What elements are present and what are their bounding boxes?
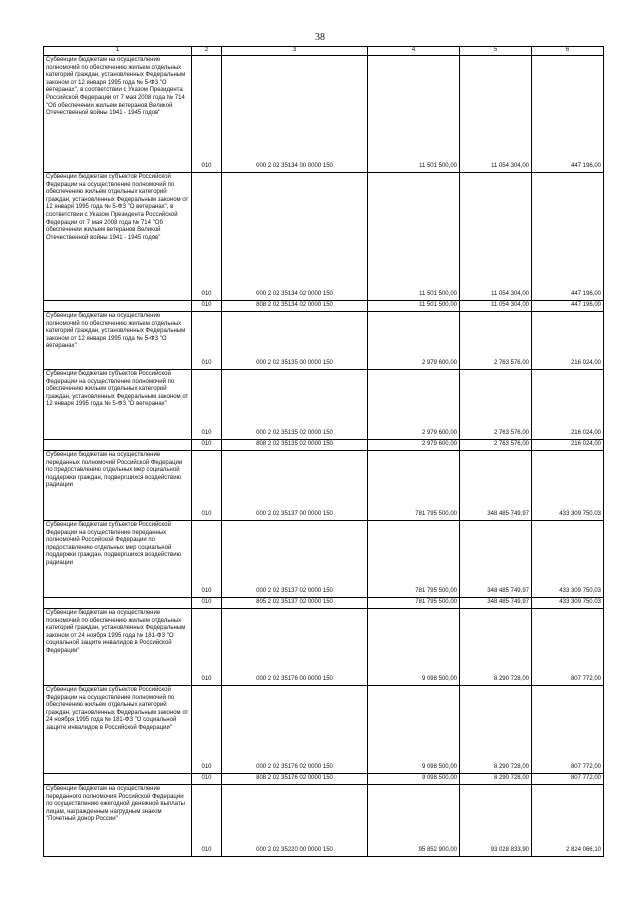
- row-executed: 8 290 728,00: [460, 774, 532, 785]
- row-unexecuted: 807 772,00: [532, 609, 604, 686]
- table-row: [44, 56, 604, 173]
- table-row: [44, 686, 604, 774]
- row-kbk: 808 2 02 35176 02 0000 150: [222, 774, 368, 785]
- row-planned: 9 098 500,00: [368, 609, 460, 686]
- row-planned: 2 979 600,00: [368, 440, 460, 451]
- page-number: 38: [315, 32, 325, 43]
- row-planned: 781 795 500,00: [368, 598, 460, 609]
- row-name: [44, 598, 192, 609]
- row-name: [44, 301, 192, 312]
- table-row: [44, 598, 604, 609]
- column-header: 4: [368, 47, 460, 56]
- row-kbk: 000 2 02 35135 00 0000 150: [222, 312, 368, 370]
- row-executed: 11 054 304,00: [460, 56, 532, 173]
- row-executed: 11 054 304,00: [460, 173, 532, 301]
- row-executed: 11 054 304,00: [460, 301, 532, 312]
- row-code: 010: [192, 521, 222, 598]
- row-kbk: 808 2 02 35134 02 0000 150: [222, 301, 368, 312]
- row-kbk: 000 2 02 35134 00 0000 150: [222, 56, 368, 173]
- table-header-row: [44, 47, 604, 56]
- row-unexecuted: 447 196,00: [532, 173, 604, 301]
- row-name: Субвенции бюджетам на осуществление переданных полномочий Российской Федерации по предоставлению отдельных мер социальной поддержки граждан, подвергшихся воздействию радиации: [44, 451, 192, 521]
- table-row: [44, 301, 604, 312]
- row-unexecuted: 216 024,00: [532, 440, 604, 451]
- row-planned: 95 852 900,00: [368, 785, 460, 857]
- table-row: [44, 609, 604, 686]
- row-code: 010: [192, 451, 222, 521]
- row-planned: 9 098 500,00: [368, 686, 460, 774]
- column-header: 3: [222, 47, 368, 56]
- row-executed: 8 290 728,00: [460, 686, 532, 774]
- row-executed: 93 028 833,90: [460, 785, 532, 857]
- row-code: 010: [192, 370, 222, 440]
- row-unexecuted: 433 309 750,03: [532, 598, 604, 609]
- row-executed: 2 763 576,00: [460, 370, 532, 440]
- row-unexecuted: 447 196,00: [532, 56, 604, 173]
- column-header: 1: [44, 47, 192, 56]
- row-name: Субвенции бюджетам на осуществление полномочий по обеспечению жильем отдельных категорий граждан, установленных Федеральным законом от 24 ноября 1995 года № 181-ФЗ "О социальной защите инвалидов в Российской Федерации": [44, 609, 192, 686]
- row-kbk: 805 2 02 35137 02 0000 150: [222, 598, 368, 609]
- row-unexecuted: 216 024,00: [532, 370, 604, 440]
- column-header: 2: [192, 47, 222, 56]
- row-code: 010: [192, 609, 222, 686]
- table-row: [44, 451, 604, 521]
- row-kbk: 000 2 02 35137 02 0000 150: [222, 521, 368, 598]
- row-kbk: 000 2 02 35134 02 0000 150: [222, 173, 368, 301]
- row-kbk: 000 2 02 35135 02 0000 150: [222, 370, 368, 440]
- row-name: Субвенции бюджетам субъектов Российской Федерации на осуществление переданных полномочий Российской Федерации по предоставлению отдельных мер социальной поддержки граждан, подвергшихся воздействию радиации: [44, 521, 192, 598]
- row-name: [44, 774, 192, 785]
- row-unexecuted: 447 196,00: [532, 301, 604, 312]
- row-executed: 348 485 749,97: [460, 521, 532, 598]
- row-code: 010: [192, 56, 222, 173]
- table-row: [44, 370, 604, 440]
- row-planned: 11 501 500,00: [368, 173, 460, 301]
- row-name: Субвенции бюджетам субъектов Российской Федерации на осуществление полномочий по обеспечению жильем отдельных категорий граждан, установленных Федеральным законом от 12 января 1995 года № 5-ФЗ "О ветеранах", в соответствии с Указом Президента Российской Федерации от 7 мая 2008 года № 714 "Об обеспечении жильем ветеранов Великой Отечественной войны 1941 - 1945 годов": [44, 173, 192, 301]
- row-planned: 11 501 500,00: [368, 56, 460, 173]
- row-code: 010: [192, 440, 222, 451]
- table-row: [44, 312, 604, 370]
- row-name: Субвенции бюджетам на осуществление полномочий по обеспечению жильем отдельных категорий граждан, установленных Федеральным законом от 12 января 1995 года № 5-ФЗ "О ветеранах": [44, 312, 192, 370]
- row-code: 010: [192, 598, 222, 609]
- row-name: [44, 440, 192, 451]
- row-unexecuted: 807 772,00: [532, 686, 604, 774]
- row-executed: 2 763 576,00: [460, 312, 532, 370]
- row-code: 010: [192, 301, 222, 312]
- row-planned: 2 979 600,00: [368, 370, 460, 440]
- table-row: [44, 173, 604, 301]
- row-planned: 2 979 600,00: [368, 312, 460, 370]
- row-code: 010: [192, 686, 222, 774]
- row-kbk: 000 2 02 35176 00 0000 150: [222, 609, 368, 686]
- row-unexecuted: 807 772,00: [532, 774, 604, 785]
- row-unexecuted: 433 309 750,03: [532, 521, 604, 598]
- column-header: 6: [532, 47, 604, 56]
- row-code: 010: [192, 774, 222, 785]
- row-executed: 348 485 749,97: [460, 451, 532, 521]
- row-unexecuted: 2 824 066,10: [532, 785, 604, 857]
- table-row: [44, 521, 604, 598]
- row-code: 010: [192, 785, 222, 857]
- row-planned: 11 501 500,00: [368, 301, 460, 312]
- row-planned: 781 795 500,00: [368, 521, 460, 598]
- row-executed: 348 485 749,97: [460, 598, 532, 609]
- row-planned: 781 795 500,00: [368, 451, 460, 521]
- row-kbk: 000 2 02 35176 02 0000 150: [222, 686, 368, 774]
- table-body: [44, 56, 604, 857]
- row-name: Субвенции бюджетам субъектов Российской Федерации на осуществление полномочий по обеспечению жильем отдельных категорий граждан, установленных Федеральным законом от 24 ноября 1995 года № 181-ФЗ "О социальной защите инвалидов в Российской Федерации": [44, 686, 192, 774]
- table-row: [44, 440, 604, 451]
- row-planned: 9 098 500,00: [368, 774, 460, 785]
- column-header: 5: [460, 47, 532, 56]
- row-code: 010: [192, 312, 222, 370]
- budget-table: [43, 46, 604, 857]
- row-unexecuted: 433 309 750,03: [532, 451, 604, 521]
- row-name: Субвенции бюджетам на осуществление переданного полномочия Российской Федерации по осуществлению ежегодной денежной выплаты лицам, награжденным нагрудным знаком "Почетный донор России": [44, 785, 192, 857]
- row-executed: 8 290 728,00: [460, 609, 532, 686]
- row-unexecuted: 216 024,00: [532, 312, 604, 370]
- row-kbk: 808 2 02 35135 02 0000 150: [222, 440, 368, 451]
- row-code: 010: [192, 173, 222, 301]
- row-name: Субвенции бюджетам субъектов Российской Федерации на осуществление полномочий по обеспечению жильем отдельных категорий граждан, установленных Федеральным законом от 12 января 1995 года № 5-ФЗ "О ветеранах": [44, 370, 192, 440]
- table-row: [44, 785, 604, 857]
- row-executed: 2 763 576,00: [460, 440, 532, 451]
- row-kbk: 000 2 02 35137 00 0000 150: [222, 451, 368, 521]
- table-row: [44, 774, 604, 785]
- row-kbk: 000 2 02 35220 00 0000 150: [222, 785, 368, 857]
- row-name: Субвенции бюджетам на осуществление полномочий по обеспечению жильем отдельных категорий граждан, установленных Федеральным законом от 12 января 1995 года № 5-ФЗ "О ветеранах", в соответствии с Указом Президента Российской Федерации от 7 мая 2008 года № 714 "Об обеспечении жильем ветеранов Великой Отечественной войны 1941 - 1945 годов": [44, 56, 192, 173]
